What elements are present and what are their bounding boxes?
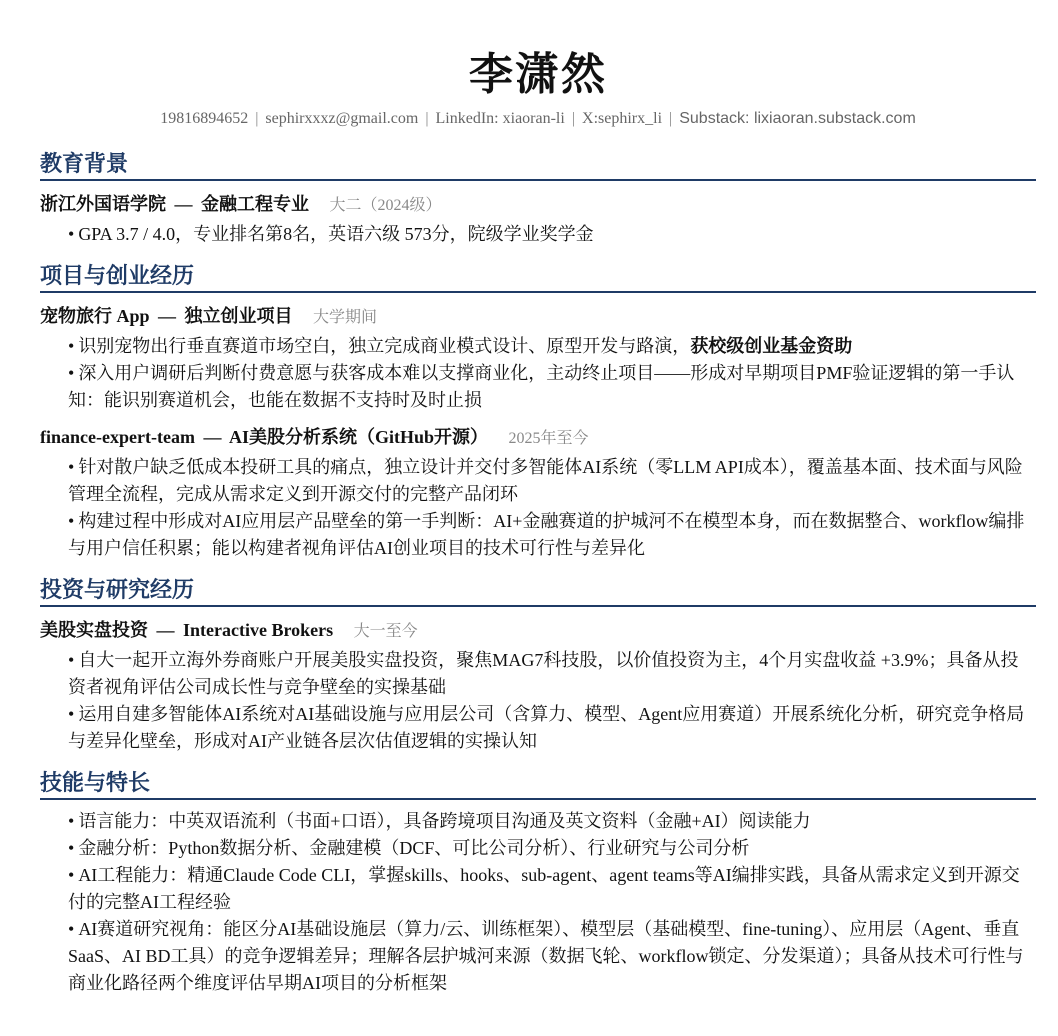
investment-name: 美股实盘投资	[40, 620, 148, 640]
bullet-icon: •	[68, 511, 75, 531]
bullet-text: 语言能力：中英双语流利（书面+口语），具备跨境项目沟通及英文资料（金融+AI）阅读能力	[78, 811, 811, 831]
email-link[interactable]: sephirxxxz@gmail.com	[265, 110, 419, 127]
project-role: 独立创业项目	[184, 306, 293, 326]
list-item	[56, 835, 1028, 862]
project-entry-heading	[40, 424, 1036, 452]
broker-name: Interactive Brokers	[183, 620, 334, 640]
phone: 19816894652	[160, 110, 249, 127]
skills-bullets	[40, 808, 1036, 997]
separator: |	[255, 110, 259, 127]
investment-period: 大一至今	[353, 623, 418, 640]
education-bullets	[40, 221, 1036, 248]
section-title-projects: 项目与创业经历	[40, 262, 1036, 293]
bullet-icon: •	[68, 457, 75, 477]
school-name: 浙江外国语学院	[40, 194, 166, 214]
bullet-text: 深入用户调研后判断付费意愿与获客成本难以支撑商业化，主动终止项目——形成对早期项目PMF验证逻辑的第一手认知：能识别赛道机会，也能在数据不支持时及时止损	[68, 363, 1015, 410]
bullet-text: AI工程能力：精通Claude Code CLI，掌握skills、hooks、sub-agent、agent teams等AI编排实践，具备从需求定义到开源交付的完整AI工程经验	[68, 865, 1020, 912]
resume-name: 李潇然	[469, 50, 607, 99]
bullet-icon: •	[68, 865, 75, 885]
separator: |	[571, 110, 576, 127]
bullet-icon: •	[68, 363, 75, 383]
dash: —	[158, 306, 177, 326]
major-name: 金融工程专业	[201, 194, 309, 214]
project-bullets	[40, 333, 1036, 414]
investment-entry-heading	[40, 617, 1036, 645]
dash: —	[156, 620, 175, 640]
bullet-icon: •	[68, 224, 75, 244]
list-item	[56, 916, 1028, 997]
dash: —	[203, 427, 222, 447]
bullet-text: GPA 3.7 / 4.0，专业排名第8名，英语六级 573分，院级学业奖学金	[78, 224, 594, 244]
bullet-icon: •	[68, 650, 75, 670]
resume-page	[40, 46, 1036, 997]
project-bullets	[40, 454, 1036, 562]
list-item	[56, 508, 1028, 562]
list-item	[56, 647, 1028, 701]
dash: —	[174, 194, 193, 214]
list-item	[56, 454, 1028, 508]
bullet-icon: •	[68, 838, 75, 858]
list-item	[56, 333, 1028, 360]
substack-link[interactable]: Substack: lixiaoran.substack.com	[679, 110, 916, 127]
education-entry-heading	[40, 191, 1036, 219]
section-title-education: 教育背景	[40, 150, 1036, 181]
linkedin-link[interactable]: LinkedIn: xiaoran-li	[435, 110, 565, 127]
list-item	[56, 701, 1028, 755]
bullet-text: 运用自建多智能体AI系统对AI基础设施与应用层公司（含算力、模型、Agent应用赛道）开展系统化分析，研究竞争格局与差异化壁垒，形成对AI产业链各层次估值逻辑的实操认知	[68, 704, 1025, 751]
project-role: AI美股分析系统（GitHub开源）	[228, 427, 488, 447]
bullet-icon: •	[68, 919, 75, 939]
bullet-text: 金融分析：Python数据分析、金融建模（DCF、可比公司分析）、行业研究与公司分析	[78, 838, 750, 858]
project-name: finance-expert-team	[40, 427, 195, 447]
education-period: 大二（2024级）	[329, 197, 442, 214]
contact-line	[40, 108, 1036, 130]
bullet-text: 针对散户缺乏低成本投研工具的痛点，独立设计并交付多智能体AI系统（零LLM API成本），覆盖基本面、技术面与风险管理全流程，完成从需求定义到开源交付的完整产品闭环	[68, 457, 1023, 504]
project-period: 2025年至今	[508, 430, 589, 447]
bullet-highlight: 获校级创业基金资助	[690, 336, 853, 356]
project-name: 宠物旅行 App	[40, 306, 150, 326]
project-entry-heading	[40, 303, 1036, 331]
project-period: 大学期间	[313, 309, 378, 326]
bullet-icon: •	[68, 811, 75, 831]
list-item	[56, 808, 1028, 835]
list-item	[56, 221, 1028, 248]
bullet-icon: •	[68, 336, 75, 356]
section-title-skills: 技能与特长	[40, 769, 1036, 800]
bullet-text: 自大一起开立海外券商账户开展美股实盘投资，聚焦MAG7科技股，以价值投资为主，4个月实盘收益 +3.9%；具备从投资者视角评估公司成长性与竞争壁垒的实操基础	[68, 650, 1019, 697]
bullet-text: AI赛道研究视角：能区分AI基础设施层（算力/云、训练框架）、模型层（基础模型、fine-tuning）、应用层（Agent、垂直SaaS、AI BD工具）的竞争逻辑差异；理解各层护城河来源（数据飞轮、workflow锁定、分发渠道）；具备从技术可行性与商业化路径两个维度评估早期AI项目的分析框架	[68, 919, 1024, 993]
bullet-text: 构建过程中形成对AI应用层产品壁垒的第一手判断：AI+金融赛道的护城河不在模型本身，而在数据整合、workflow编排与用户信任积累；能以构建者视角评估AI创业项目的技术可行性与差异化	[68, 511, 1025, 558]
x-link[interactable]: X:sephirx_li	[582, 110, 663, 127]
bullet-text: 识别宠物出行垂直赛道市场空白，独立完成商业模式设计、原型开发与路演，	[78, 336, 691, 356]
separator: |	[669, 110, 673, 127]
bullet-icon: •	[68, 704, 75, 724]
separator: |	[425, 110, 429, 127]
list-item	[56, 360, 1028, 414]
investment-bullets	[40, 647, 1036, 755]
list-item	[56, 862, 1028, 916]
section-title-investment: 投资与研究经历	[40, 576, 1036, 607]
